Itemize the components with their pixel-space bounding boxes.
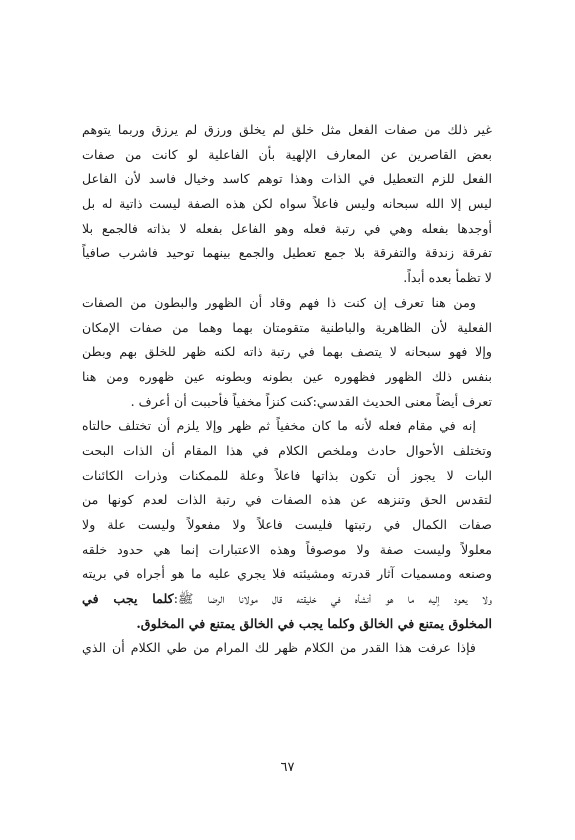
text-line (82, 340, 492, 365)
line-text: صفات الكمال في رتبتها فليست فاعلاً ولا مفعولاً وليست علة ولا (82, 517, 492, 532)
line-text: الفعلية لأن الظاهرية والباطنية متقومتان بهما وهما من صفات الإمكان (82, 319, 492, 335)
text-line (82, 464, 492, 489)
line-text: فإذا عرفت هذا القدر من الكلام ظهر لك المرام من طي الكلام أن الذي (82, 640, 476, 656)
line-text: إنه في مقام فعله لأنه ما كان مخفياً ثم ظهر وإلا يلزم أن تختلف حالتاه (82, 418, 476, 434)
quote-bold-text: المخلوق يمتنع في الخالق وكلما يجب في الخالق يمتنع في المخلوق. (136, 615, 492, 631)
line-text: الفعل للزم التعطيل في الذات وهذا توهم كاسد وخيال فاسد لأن الفاعل (82, 171, 492, 187)
line-text: لا تظمأ بعده أبداً. (403, 270, 492, 286)
page-number: ٦٧ (280, 760, 295, 775)
line-text: ليس إلا الله سبحانه وليس فاعلاً سواه لكن هذه الصفة ليست ذاتية له بل (82, 196, 492, 212)
text-line (82, 636, 492, 661)
quote-bold-text: كلما يجب في (82, 591, 174, 607)
text-line (82, 291, 492, 316)
line-text: وصنعه ومسميات آثار قدرته ومشيئته فلا يجري عليه ما هو أجراه في بريته (82, 566, 492, 582)
line-text: ولا يعود إليه ما هو أنشأه في خليقته قال مولانا الرضا ﷺ: (173, 591, 492, 607)
text-line (82, 241, 492, 266)
text-line (82, 390, 492, 415)
line-text: تعرف أيضاً معنى الحديث القدسي:كنت كنزاً مخفياً فأحببت أن أعرف . (130, 393, 492, 409)
text-line (82, 562, 492, 587)
text-line (82, 587, 492, 612)
text-line (82, 192, 492, 217)
text-line (82, 266, 492, 291)
line-text: بعض القاصرين عن المعارف الإلهية بأن الفاعلية لو كانت من صفات (82, 146, 492, 162)
text-line (82, 538, 492, 563)
text-line (82, 118, 492, 143)
line-text: ومن هنا تعرف إن كنت ذا فهم وقاد أن الظهور والبطون من الصفات (82, 294, 476, 310)
text-line (82, 167, 492, 192)
line-text: أوجدها بفعله وهي في رتبة فعله وهو الفاعل بفعله لا بذاته فالجمع بلا (82, 220, 492, 236)
text-line (82, 217, 492, 242)
text-line (82, 488, 492, 513)
text-line (82, 612, 492, 637)
line-text: لتقدس الحق وتنزهه عن هذه الصفات في رتبة الذات لعدم كونها من (82, 492, 492, 508)
text-line (82, 439, 492, 464)
text-line (82, 143, 492, 168)
line-text: معلولاً وليست صفة ولا موصوفاً وهذه الاعتبارات إنما هي حدود خلقه (82, 541, 492, 557)
text-line (82, 316, 492, 341)
text-line (82, 414, 492, 439)
line-text: بنفس ذلك الظهور فظهوره عين بطونه وبطونه عين ظهوره ومن هنا (82, 368, 492, 384)
line-text: وتختلف الأحوال حادث وملخص الكلام في هذا المقام أن الذات البحت (82, 442, 492, 458)
line-text: تفرقة زندقة والتفرقة بلا جمع تعطيل والجمع بينهما توحيد فاشرب صافياً (82, 245, 492, 261)
text-line (82, 513, 492, 538)
line-text: غير ذلك من صفات الفعل مثل خلق لم يخلق ورزق لم يرزق وربما يتوهم (82, 122, 492, 137)
text-line (82, 365, 492, 390)
line-text: البات لا يجوز أن تكون بذاتها فاعلاً وعلة للممكنات وذرات الكائنات (82, 467, 492, 483)
page-body (82, 118, 492, 730)
line-text: وإلا فهو سبحانه لا يتصف بهما في رتبة ذاته لكنه ظهر للخلق بهم وبطن (82, 344, 492, 360)
